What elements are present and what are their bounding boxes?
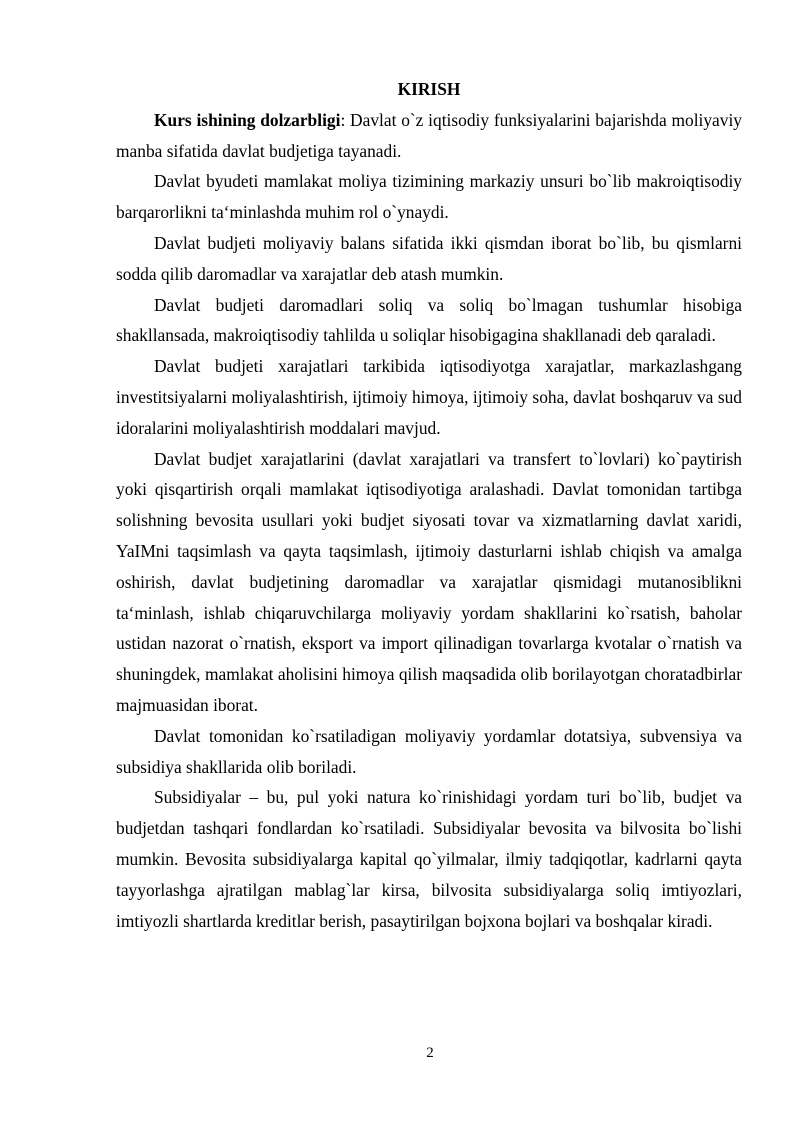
paragraph: Davlat tomonidan ko`rsatiladigan moliyaviy yordamlar dotatsiya, subvensiya va subsidiya shakllarida olib boriladi. (116, 725, 742, 777)
paragraph: Subsidiyalar – bu, pul yoki natura ko`rinishidagi yordam turi bo`lib, budjet va budjetdan tashqari fondlardan ko`rsatiladi. Subsidiyalar bevosita va bilvosita bo`lishi mumkin. Bevosita subsidiyalarga kapital qo`yilmalar, ilmiy tadqiqotlar, kadrlarni qayta tayyorlashga ajratilgan mablag`lar kirsa, bilvosita subsidiyalarga soliq imtiyozlari, imtiyozli shartlarda kreditlar berish, pasaytirilgan bojxona bojlari va boshqalar kiradi. (116, 787, 742, 931)
relevance-lead: Kurs ishining dolzarbligi (154, 109, 341, 130)
page-title: KIRISH (397, 79, 461, 99)
paragraph-text: : Davlat o`z iqtisodiy funksiyalarini bajarishda moliyaviy manba sifatida davlat budjetiga tayanadi. (116, 109, 742, 161)
page-number: 2 (426, 1045, 434, 1061)
paragraph: Davlat budjeti daromadlari soliq va soliq bo`lmagan tushumlar hisobiga shakllansada, makroiqtisodiy tahlilda u soliqlar hisobigagina shakllanadi deb qaraladi. (116, 294, 742, 346)
paragraph: Davlat budjeti xarajatlari tarkibida iqtisodiyotga xarajatlar, markazlashgang investitsiyalarni moliyalashtirish, ijtimoiy himoya, ijtimoiy soha, davlat boshqaruv va sud idoralarini moliyalashtirish moddalari mavjud. (116, 356, 742, 438)
paragraph: Davlat byudeti mamlakat moliya tizimining markaziy unsuri bo`lib makroiqtisodiy barqarorlikni ta‘minlashda muhim rol o`ynaydi. (116, 171, 742, 223)
page-content (116, 74, 742, 936)
paragraph: Davlat budjeti moliyaviy balans sifatida ikki qismdan iborat bo`lib, bu qismlarni sodda qilib daromadlar va xarajatlar deb atash mumkin. (116, 232, 742, 284)
paragraph: Davlat budjet xarajatlarini (davlat xarajatlari va transfert to`lovlari) ko`paytirish yoki qisqartirish orqali mamlakat iqtisodiyotiga aralashadi. Davlat tomonidan tartibga solishning bevosita usullari yoki budjet siyosati tovar va xizmatlarning davlat xaridi, YaIMni taqsimlash va qayta taqsimlash, ijtimoiy dasturlarni ishlab chiqish va amalga oshirish, davlat budjetining daromadlar va xarajatlar qismidagi mutanosiblikni ta‘minlash, ishlab chiqaruvchilarga moliyaviy yordam shakllarini ko`rsatish, baholar ustidan nazorat o`rnatish, eksport va import qilinadigan tovarlarga kvotalar o`rnatish va shuningdek, mamlakat aholisini himoya qilish maqsadida olib borilayotgan choratadbirlar majmuasidan iborat. (116, 448, 742, 715)
paragraph-relevance (116, 105, 742, 167)
